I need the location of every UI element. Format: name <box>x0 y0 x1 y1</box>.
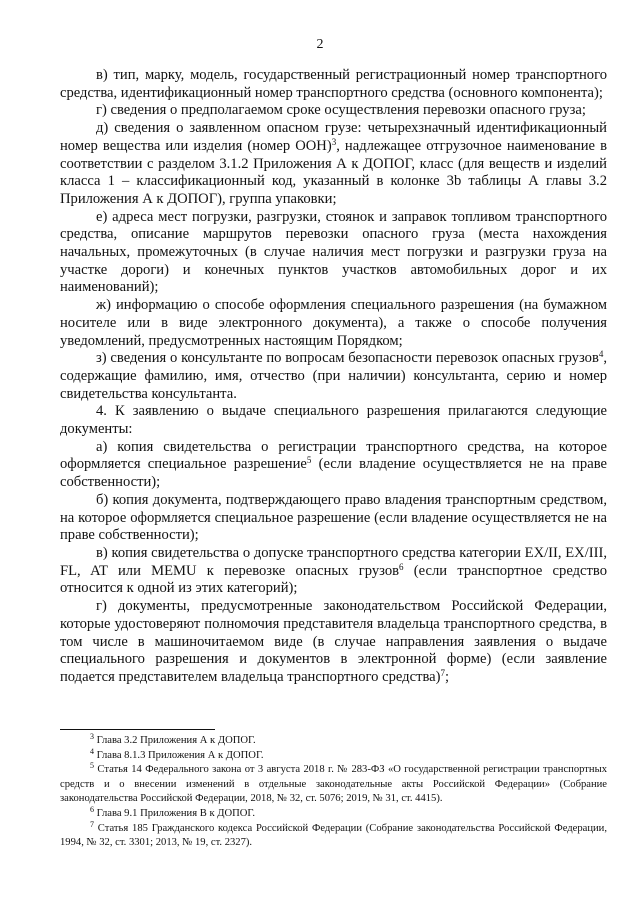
paragraph-p-4 <box>60 403 607 438</box>
body-text <box>60 67 607 687</box>
paragraph-text: ж) информацию о способе оформления специального разрешения (на бумажном носителе или в виде электронного документа), а также о способе получения уведомлений, предусмотренных настоящим Порядком; <box>60 297 607 349</box>
footnote-ref: 3 <box>331 136 337 147</box>
footnote-text: Статья 185 Гражданского кодекса Российской Федерации (Собрание законодательства Российской Федерации, 1994, № 32, ст. 3301; 2013, № 19, ст. 2327). <box>60 822 607 849</box>
paragraph-p-4b <box>60 492 607 545</box>
footnote-6 <box>60 804 607 822</box>
paragraph-p-4g <box>60 598 607 687</box>
footnote-number: 6 <box>90 804 94 814</box>
footnote-7 <box>60 819 607 851</box>
footnote-3 <box>60 734 607 749</box>
paragraph-p-v <box>60 67 607 102</box>
paragraph-p-g <box>60 102 607 120</box>
paragraph-text: 4. К заявлению о выдаче специального разрешения прилагаются следующие документы: <box>60 403 607 438</box>
footnote-5 <box>60 763 607 807</box>
footnote-ref: 5 <box>306 455 312 466</box>
paragraph-p-d <box>60 120 607 209</box>
page-number: 2 <box>316 37 324 52</box>
paragraph-text: (если транспортное средство относится к одной из этих категорий); <box>60 562 607 597</box>
footnote-ref: 4 <box>598 349 604 360</box>
footnote-ref: 6 <box>399 561 404 572</box>
footnote-number: 3 <box>90 732 94 741</box>
footnote-separator <box>60 729 215 730</box>
paragraph-text: б) копия документа, подтверждающего право владения транспортным средством, на которое оформляется специальное разрешение (если владение осуществляется не на праве собственности); <box>60 491 607 544</box>
footnote-text: Статья 14 Федерального закона от 3 августа 2018 г. № 283-ФЗ «О государственной регистрации транспортных средств и о внесении изменений в отдельные законодательные акты Российской Федерации» (Собрание законодательства Российской Федерации, 2018, № 32, ст. 5076; 2019, № 31, ст. 4415). <box>60 764 607 805</box>
paragraph-text: (если владение осуществляется не на праве собственности); <box>60 456 607 491</box>
footnote-text: Глава 9.1 Приложения В к ДОПОГ. <box>94 807 256 819</box>
paragraph-text: а) копия свидетельства о регистрации транспортного средства, на которое оформляется специальное разрешение <box>60 438 607 473</box>
paragraph-text: г) документы, предусмотренные законодательством Российской Федерации, которые удостоверяют полномочия представителя владельца транспортного средства, в том числе в машиночитаемом виде (в случае направления заявления о выдаче специального разрешения и документов в электронной форме) (если заявление подается представителем владельца транспортного средства) <box>60 598 607 685</box>
paragraph-text: г) сведения о предполагаемом сроке осуществления перевозки опасного груза; <box>96 102 586 119</box>
paragraph-p-z <box>60 350 607 403</box>
footnotes <box>60 734 607 851</box>
paragraph-text: д) сведения о заявленном опасном грузе: четырехзначный идентификационный номер вещества или изделия (номер ООН) <box>60 120 607 154</box>
paragraph-text: в) тип, марку, модель, государственный регистрационный номер транспортного средства, идентификационный номер транспортного средства (основного компонента); <box>60 67 607 101</box>
paragraph-text: з) сведения о консультанте по вопросам безопасности перевозок опасных грузов <box>96 350 599 367</box>
paragraph-text: , надлежащее отгрузочное наименование в соответствии с разделом 3.1.2 Приложения А к ДОПОГ, класс (для веществ и изделий класса 1 – классификационный код, указанный в колонке 3b таблицы А главы 3.2 Приложения А к ДОПОГ), группа упаковки; <box>60 137 607 207</box>
paragraph-text: е) адреса мест погрузки, разгрузки, стоянок и заправок топливом транспортного средства, описание маршрутов перевозки опасного груза (места нахождения начальных, промежуточных (в случае наличия мест погрузки и разгрузки груза на участке дороги) и конечных пунктов участков автомобильных дорог и их наименований); <box>60 208 607 296</box>
paragraph-text: , содержащие фамилию, имя, отчество (при наличии) консультанта, серию и номер свидетельства консультанта. <box>60 350 607 402</box>
paragraph-p-e <box>60 209 607 298</box>
paragraph-p-4a <box>60 439 607 492</box>
footnote-ref: 7 <box>440 667 445 678</box>
paragraph-text: ; <box>444 668 450 685</box>
footnote-text: Глава 8.1.3 Приложения А к ДОПОГ. <box>94 749 264 761</box>
footnote-number: 5 <box>90 761 94 771</box>
footnote-number: 7 <box>90 819 94 829</box>
footnote-4 <box>60 746 607 764</box>
footnote-number: 4 <box>90 746 94 756</box>
paragraph-text: в) копия свидетельства о допуске транспортного средства категории EX/II, EX/III, FL, AT или MEMU к перевозке опасных грузов <box>60 544 607 579</box>
footnote-text: Глава 3.2 Приложения А к ДОПОГ. <box>94 735 256 746</box>
paragraph-p-4v <box>60 545 607 598</box>
paragraph-p-zh <box>60 297 607 350</box>
